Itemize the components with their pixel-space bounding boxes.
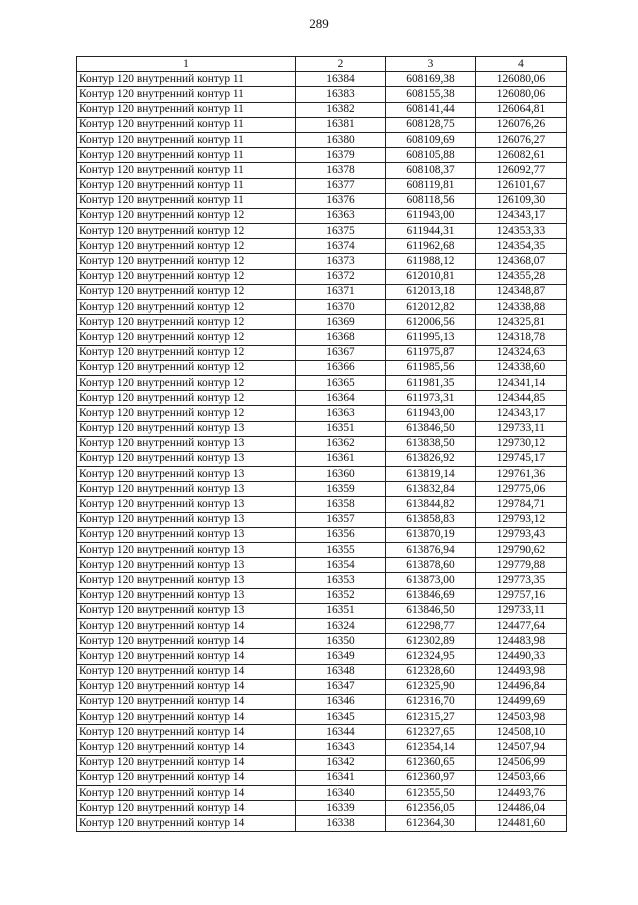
- x-coordinate-cell: 613878,60: [386, 558, 476, 573]
- point-number-cell: 16356: [296, 527, 386, 542]
- x-coordinate-cell: 613844,82: [386, 497, 476, 512]
- table-row: [77, 284, 567, 299]
- point-number-cell: 16338: [296, 816, 386, 831]
- point-number-cell: 16344: [296, 725, 386, 740]
- point-number-cell: 16341: [296, 770, 386, 785]
- table-row: [77, 208, 567, 223]
- contour-name-cell: Контур 120 внутренний контур 14: [77, 710, 296, 725]
- y-coordinate-cell: 126080,06: [476, 72, 567, 87]
- contour-name-cell: Контур 120 внутренний контур 12: [77, 239, 296, 254]
- table-row: [77, 740, 567, 755]
- point-number-cell: 16345: [296, 710, 386, 725]
- point-number-cell: 16367: [296, 345, 386, 360]
- contour-name-cell: Контур 120 внутренний контур 12: [77, 315, 296, 330]
- table-row: [77, 345, 567, 360]
- x-coordinate-cell: 612315,27: [386, 710, 476, 725]
- table-row: [77, 193, 567, 208]
- table-row: [77, 710, 567, 725]
- point-number-cell: 16369: [296, 315, 386, 330]
- page-number: 289: [309, 16, 329, 31]
- contour-name-cell: Контур 120 внутренний контур 11: [77, 193, 296, 208]
- x-coordinate-cell: 613838,50: [386, 436, 476, 451]
- contour-name-cell: Контур 120 внутренний контур 14: [77, 770, 296, 785]
- y-coordinate-cell: 124503,66: [476, 770, 567, 785]
- contour-name-cell: Контур 120 внутренний контур 13: [77, 467, 296, 482]
- y-coordinate-cell: 129745,17: [476, 451, 567, 466]
- contour-name-cell: Контур 120 внутренний контур 14: [77, 649, 296, 664]
- y-coordinate-cell: 124496,84: [476, 679, 567, 694]
- point-number-cell: 16362: [296, 436, 386, 451]
- y-coordinate-cell: 124324,63: [476, 345, 567, 360]
- contour-name-cell: Контур 120 внутренний контур 13: [77, 588, 296, 603]
- x-coordinate-cell: 608155,38: [386, 87, 476, 102]
- point-number-cell: 16375: [296, 224, 386, 239]
- y-coordinate-cell: 129793,43: [476, 527, 567, 542]
- contour-name-cell: Контур 120 внутренний контур 13: [77, 603, 296, 618]
- y-coordinate-cell: 129779,88: [476, 558, 567, 573]
- contour-name-cell: Контур 120 внутренний контур 14: [77, 679, 296, 694]
- x-coordinate-cell: 612324,95: [386, 649, 476, 664]
- y-coordinate-cell: 124355,28: [476, 269, 567, 284]
- point-number-cell: 16374: [296, 239, 386, 254]
- table-row: [77, 467, 567, 482]
- point-number-cell: 16358: [296, 497, 386, 512]
- contour-name-cell: Контур 120 внутренний контур 14: [77, 816, 296, 831]
- y-coordinate-cell: 124368,07: [476, 254, 567, 269]
- x-coordinate-cell: 613826,92: [386, 451, 476, 466]
- y-coordinate-cell: 124353,33: [476, 224, 567, 239]
- y-coordinate-cell: 129784,71: [476, 497, 567, 512]
- table-row: [77, 497, 567, 512]
- y-coordinate-cell: 126082,61: [476, 148, 567, 163]
- contour-name-cell: Контур 120 внутренний контур 12: [77, 360, 296, 375]
- point-number-cell: 16342: [296, 755, 386, 770]
- y-coordinate-cell: 126092,77: [476, 163, 567, 178]
- point-number-cell: 16350: [296, 634, 386, 649]
- y-coordinate-cell: 124344,85: [476, 391, 567, 406]
- y-coordinate-cell: 124338,60: [476, 360, 567, 375]
- y-coordinate-cell: 129775,06: [476, 482, 567, 497]
- contour-name-cell: Контур 120 внутренний контур 14: [77, 725, 296, 740]
- y-coordinate-cell: 129790,62: [476, 543, 567, 558]
- table-row: [77, 816, 567, 831]
- y-coordinate-cell: 129773,35: [476, 573, 567, 588]
- x-coordinate-cell: 611943,00: [386, 208, 476, 223]
- table-row: [77, 224, 567, 239]
- contour-name-cell: Контур 120 внутренний контур 11: [77, 117, 296, 132]
- contour-name-cell: Контур 120 внутренний контур 12: [77, 269, 296, 284]
- y-coordinate-cell: 124338,88: [476, 300, 567, 315]
- table-row: [77, 755, 567, 770]
- header-col-2: 2: [296, 57, 386, 72]
- contour-name-cell: Контур 120 внутренний контур 12: [77, 406, 296, 421]
- x-coordinate-cell: 612325,90: [386, 679, 476, 694]
- table-row: [77, 801, 567, 816]
- contour-name-cell: Контур 120 внутренний контур 14: [77, 664, 296, 679]
- x-coordinate-cell: 613846,50: [386, 603, 476, 618]
- y-coordinate-cell: 124508,10: [476, 725, 567, 740]
- point-number-cell: 16359: [296, 482, 386, 497]
- y-coordinate-cell: 124354,35: [476, 239, 567, 254]
- table-row: [77, 239, 567, 254]
- x-coordinate-cell: 608169,38: [386, 72, 476, 87]
- point-number-cell: 16381: [296, 117, 386, 132]
- x-coordinate-cell: 612010,81: [386, 269, 476, 284]
- table-row: [77, 117, 567, 132]
- x-coordinate-cell: 612006,56: [386, 315, 476, 330]
- x-coordinate-cell: 613846,50: [386, 421, 476, 436]
- x-coordinate-cell: 612328,60: [386, 664, 476, 679]
- point-number-cell: 16343: [296, 740, 386, 755]
- contour-name-cell: Контур 120 внутренний контур 13: [77, 497, 296, 512]
- point-number-cell: 16380: [296, 132, 386, 147]
- header-col-3: 3: [386, 57, 476, 72]
- x-coordinate-cell: 608118,56: [386, 193, 476, 208]
- table-row: [77, 132, 567, 147]
- table-row: [77, 618, 567, 633]
- y-coordinate-cell: 124493,76: [476, 786, 567, 801]
- table-row: [77, 72, 567, 87]
- x-coordinate-cell: 612360,65: [386, 755, 476, 770]
- coordinates-table: [76, 56, 567, 832]
- table-row: [77, 543, 567, 558]
- x-coordinate-cell: 611985,56: [386, 360, 476, 375]
- contour-name-cell: Контур 120 внутренний контур 13: [77, 527, 296, 542]
- table-row: [77, 391, 567, 406]
- table-row: [77, 588, 567, 603]
- y-coordinate-cell: 126109,30: [476, 193, 567, 208]
- contour-name-cell: Контур 120 внутренний контур 12: [77, 391, 296, 406]
- y-coordinate-cell: 124348,87: [476, 284, 567, 299]
- y-coordinate-cell: 124486,04: [476, 801, 567, 816]
- x-coordinate-cell: 611981,35: [386, 375, 476, 390]
- point-number-cell: 16355: [296, 543, 386, 558]
- x-coordinate-cell: 608128,75: [386, 117, 476, 132]
- point-number-cell: 16324: [296, 618, 386, 633]
- table-row: [77, 634, 567, 649]
- table-row: [77, 679, 567, 694]
- y-coordinate-cell: 126076,27: [476, 132, 567, 147]
- contour-name-cell: Контур 120 внутренний контур 13: [77, 573, 296, 588]
- x-coordinate-cell: 611943,00: [386, 406, 476, 421]
- y-coordinate-cell: 126064,81: [476, 102, 567, 117]
- point-number-cell: 16373: [296, 254, 386, 269]
- header-col-4: 4: [476, 57, 567, 72]
- contour-name-cell: Контур 120 внутренний контур 12: [77, 330, 296, 345]
- contour-name-cell: Контур 120 внутренний контур 12: [77, 208, 296, 223]
- x-coordinate-cell: 612302,89: [386, 634, 476, 649]
- contour-name-cell: Контур 120 внутренний контур 11: [77, 132, 296, 147]
- table-row: [77, 649, 567, 664]
- x-coordinate-cell: 612355,50: [386, 786, 476, 801]
- point-number-cell: 16349: [296, 649, 386, 664]
- contour-name-cell: Контур 120 внутренний контур 12: [77, 284, 296, 299]
- x-coordinate-cell: 608105,88: [386, 148, 476, 163]
- x-coordinate-cell: 613819,14: [386, 467, 476, 482]
- contour-name-cell: Контур 120 внутренний контур 12: [77, 224, 296, 239]
- point-number-cell: 16383: [296, 87, 386, 102]
- table-row: [77, 102, 567, 117]
- contour-name-cell: Контур 120 внутренний контур 13: [77, 451, 296, 466]
- x-coordinate-cell: 608109,69: [386, 132, 476, 147]
- y-coordinate-cell: 124490,33: [476, 649, 567, 664]
- x-coordinate-cell: 613858,83: [386, 512, 476, 527]
- table-row: [77, 315, 567, 330]
- contour-name-cell: Контур 120 внутренний контур 11: [77, 102, 296, 117]
- y-coordinate-cell: 124506,99: [476, 755, 567, 770]
- table-row: [77, 269, 567, 284]
- contour-name-cell: Контур 120 внутренний контур 14: [77, 786, 296, 801]
- y-coordinate-cell: 124341,14: [476, 375, 567, 390]
- contour-name-cell: Контур 120 внутренний контур 12: [77, 375, 296, 390]
- x-coordinate-cell: 608108,37: [386, 163, 476, 178]
- contour-name-cell: Контур 120 внутренний контур 14: [77, 740, 296, 755]
- table-row: [77, 148, 567, 163]
- table-row: [77, 770, 567, 785]
- y-coordinate-cell: 126080,06: [476, 87, 567, 102]
- point-number-cell: 16382: [296, 102, 386, 117]
- point-number-cell: 16363: [296, 208, 386, 223]
- x-coordinate-cell: 613832,84: [386, 482, 476, 497]
- point-number-cell: 16354: [296, 558, 386, 573]
- x-coordinate-cell: 612013,18: [386, 284, 476, 299]
- x-coordinate-cell: 611975,87: [386, 345, 476, 360]
- table-row: [77, 558, 567, 573]
- table-row: [77, 163, 567, 178]
- contour-name-cell: Контур 120 внутренний контур 12: [77, 254, 296, 269]
- point-number-cell: 16352: [296, 588, 386, 603]
- point-number-cell: 16370: [296, 300, 386, 315]
- x-coordinate-cell: 612012,82: [386, 300, 476, 315]
- header-col-1: 1: [77, 57, 296, 72]
- point-number-cell: 16353: [296, 573, 386, 588]
- point-number-cell: 16363: [296, 406, 386, 421]
- table-row: [77, 694, 567, 709]
- contour-name-cell: Контур 120 внутренний контур 13: [77, 558, 296, 573]
- table-row: [77, 406, 567, 421]
- table-row: [77, 330, 567, 345]
- x-coordinate-cell: 613870,19: [386, 527, 476, 542]
- x-coordinate-cell: 613876,94: [386, 543, 476, 558]
- table-row: [77, 786, 567, 801]
- point-number-cell: 16372: [296, 269, 386, 284]
- point-number-cell: 16368: [296, 330, 386, 345]
- table-header: [77, 57, 567, 72]
- point-number-cell: 16360: [296, 467, 386, 482]
- table-row: [77, 482, 567, 497]
- x-coordinate-cell: 611944,31: [386, 224, 476, 239]
- table-row: [77, 300, 567, 315]
- y-coordinate-cell: 124499,69: [476, 694, 567, 709]
- contour-name-cell: Контур 120 внутренний контур 14: [77, 618, 296, 633]
- point-number-cell: 16357: [296, 512, 386, 527]
- header-row: [77, 57, 567, 72]
- contour-name-cell: Контур 120 внутренний контур 13: [77, 512, 296, 527]
- contour-name-cell: Контур 120 внутренний контур 14: [77, 755, 296, 770]
- table-row: [77, 375, 567, 390]
- y-coordinate-cell: 126101,67: [476, 178, 567, 193]
- x-coordinate-cell: 611988,12: [386, 254, 476, 269]
- point-number-cell: 16384: [296, 72, 386, 87]
- y-coordinate-cell: 124477,64: [476, 618, 567, 633]
- x-coordinate-cell: 612298,77: [386, 618, 476, 633]
- y-coordinate-cell: 124507,94: [476, 740, 567, 755]
- x-coordinate-cell: 612360,97: [386, 770, 476, 785]
- contour-name-cell: Контур 120 внутренний контур 12: [77, 345, 296, 360]
- contour-name-cell: Контур 120 внутренний контур 14: [77, 801, 296, 816]
- x-coordinate-cell: 611973,31: [386, 391, 476, 406]
- table-row: [77, 512, 567, 527]
- y-coordinate-cell: 129761,36: [476, 467, 567, 482]
- table-body: [77, 72, 567, 831]
- point-number-cell: 16351: [296, 603, 386, 618]
- table-row: [77, 603, 567, 618]
- contour-name-cell: Контур 120 внутренний контур 14: [77, 694, 296, 709]
- x-coordinate-cell: 612356,05: [386, 801, 476, 816]
- table-row: [77, 436, 567, 451]
- point-number-cell: 16361: [296, 451, 386, 466]
- y-coordinate-cell: 124343,17: [476, 208, 567, 223]
- point-number-cell: 16366: [296, 360, 386, 375]
- contour-name-cell: Контур 120 внутренний контур 11: [77, 87, 296, 102]
- table-row: [77, 421, 567, 436]
- contour-name-cell: Контур 120 внутренний контур 14: [77, 634, 296, 649]
- contour-name-cell: Контур 120 внутренний контур 13: [77, 421, 296, 436]
- point-number-cell: 16346: [296, 694, 386, 709]
- x-coordinate-cell: 613846,69: [386, 588, 476, 603]
- point-number-cell: 16376: [296, 193, 386, 208]
- x-coordinate-cell: 611962,68: [386, 239, 476, 254]
- table-row: [77, 254, 567, 269]
- y-coordinate-cell: 124318,78: [476, 330, 567, 345]
- x-coordinate-cell: 608141,44: [386, 102, 476, 117]
- point-number-cell: 16378: [296, 163, 386, 178]
- y-coordinate-cell: 124481,60: [476, 816, 567, 831]
- table-row: [77, 573, 567, 588]
- point-number-cell: 16347: [296, 679, 386, 694]
- table-row: [77, 451, 567, 466]
- y-coordinate-cell: 124483,98: [476, 634, 567, 649]
- table-row: [77, 527, 567, 542]
- y-coordinate-cell: 129793,12: [476, 512, 567, 527]
- table-row: [77, 360, 567, 375]
- point-number-cell: 16340: [296, 786, 386, 801]
- point-number-cell: 16371: [296, 284, 386, 299]
- contour-name-cell: Контур 120 внутренний контур 11: [77, 163, 296, 178]
- table-row: [77, 87, 567, 102]
- y-coordinate-cell: 129733,11: [476, 421, 567, 436]
- y-coordinate-cell: 129733,11: [476, 603, 567, 618]
- point-number-cell: 16339: [296, 801, 386, 816]
- contour-name-cell: Контур 120 внутренний контур 13: [77, 543, 296, 558]
- x-coordinate-cell: 612354,14: [386, 740, 476, 755]
- y-coordinate-cell: 124503,98: [476, 710, 567, 725]
- point-number-cell: 16348: [296, 664, 386, 679]
- y-coordinate-cell: 129757,16: [476, 588, 567, 603]
- x-coordinate-cell: 612364,30: [386, 816, 476, 831]
- y-coordinate-cell: 124493,98: [476, 664, 567, 679]
- y-coordinate-cell: 124343,17: [476, 406, 567, 421]
- contour-name-cell: Контур 120 внутренний контур 11: [77, 148, 296, 163]
- point-number-cell: 16377: [296, 178, 386, 193]
- table-row: [77, 664, 567, 679]
- contour-name-cell: Контур 120 внутренний контур 11: [77, 178, 296, 193]
- contour-name-cell: Контур 120 внутренний контур 13: [77, 436, 296, 451]
- table-row: [77, 725, 567, 740]
- point-number-cell: 16379: [296, 148, 386, 163]
- x-coordinate-cell: 613873,00: [386, 573, 476, 588]
- x-coordinate-cell: 608119,81: [386, 178, 476, 193]
- x-coordinate-cell: 611995,13: [386, 330, 476, 345]
- contour-name-cell: Контур 120 внутренний контур 12: [77, 300, 296, 315]
- x-coordinate-cell: 612327,65: [386, 725, 476, 740]
- point-number-cell: 16351: [296, 421, 386, 436]
- y-coordinate-cell: 124325,81: [476, 315, 567, 330]
- x-coordinate-cell: 612316,70: [386, 694, 476, 709]
- contour-name-cell: Контур 120 внутренний контур 13: [77, 482, 296, 497]
- point-number-cell: 16364: [296, 391, 386, 406]
- table-row: [77, 178, 567, 193]
- point-number-cell: 16365: [296, 375, 386, 390]
- y-coordinate-cell: 129730,12: [476, 436, 567, 451]
- contour-name-cell: Контур 120 внутренний контур 11: [77, 72, 296, 87]
- y-coordinate-cell: 126076,26: [476, 117, 567, 132]
